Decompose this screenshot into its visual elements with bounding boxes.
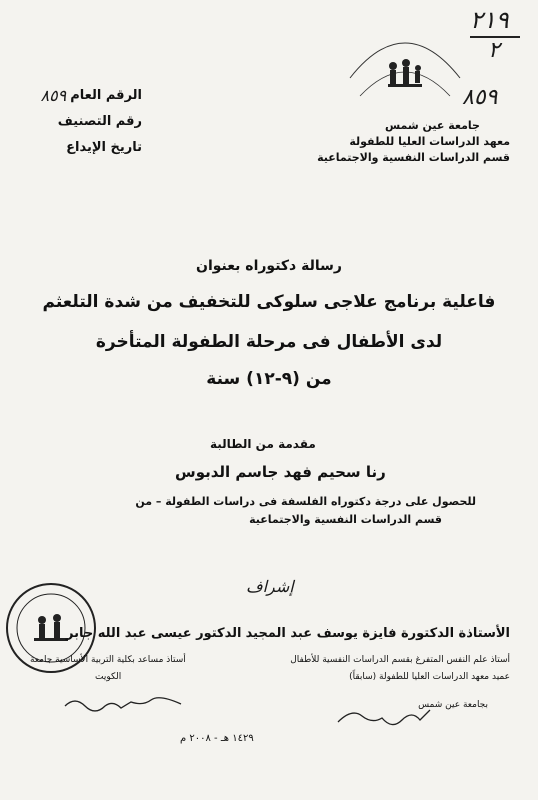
general-number-field (2, 82, 142, 108)
institute-logo-stamp (330, 8, 480, 128)
supervisor-2-role-2: الكويت (95, 672, 122, 682)
catalog-fields (2, 82, 142, 160)
supervisor-1-role-3: بجامعة عين شمس (418, 700, 488, 710)
thesis-type: رسالة دكتوراه بعنوان (196, 258, 342, 274)
archive-number-top: ٢١٩ (470, 6, 509, 34)
institute-name: معهد الدراسات العليا للطفولة (349, 135, 510, 148)
classification-field (2, 108, 142, 134)
supervisor-1-role-1: أستاذ علم النفس المتفرغ بقسم الدراسات النفسية للأطفال (290, 655, 510, 665)
document-date: ١٤٢٩ هـ - ٢٠٠٨ م (180, 733, 254, 744)
general-number-label: الرقم العام (70, 87, 142, 103)
supervisor-1-name: الأستاذة الدكتورة فايزة يوسف عبد المجيد (245, 626, 510, 641)
signature-supervisor-1 (330, 700, 440, 728)
university-name: جامعة عين شمس (384, 119, 480, 132)
archive-number-bottom: ٢ (488, 38, 500, 63)
degree-purpose-line-2: قسم الدراسات النفسية والاجتماعية (249, 513, 442, 526)
deposit-date-field (2, 134, 142, 160)
archive-side-number: ٨٥٩ (462, 85, 498, 110)
supervision-heading: إشراف (246, 577, 294, 596)
signature-supervisor-2 (60, 690, 200, 716)
student-name: رنا سحيم فهد جاسم الدبوس (175, 463, 386, 481)
institution-block (317, 118, 510, 166)
department-name: قسم الدراسات النفسية والاجتماعية (317, 151, 510, 164)
classification-label: رقم التصنيف (57, 113, 142, 129)
thesis-title-line-2: لدى الأطفال فى مرحلة الطفولة المتأخرة (95, 332, 443, 352)
supervisor-2-name: الدكتور عيسى عبد الله جابر (66, 626, 242, 641)
thesis-title-line-3: من (٩-١٢) سنة (206, 369, 332, 389)
supervisor-1-role-2: عميد معهد الدراسات العليا للطفولة (سابقاً) (349, 672, 510, 682)
supervisor-2-role-1: أستاذ مساعد بكلية التربية الأساسية جامعة (30, 655, 186, 665)
submitted-by-label: مقدمة من الطالبة (210, 437, 316, 451)
deposit-date-label: تاريخ الإيداع (66, 139, 142, 155)
thesis-title-line-1: فاعلية برنامج علاجى سلوكى للتخفيف من شدة التلعثم (42, 292, 496, 312)
general-number-value: ٨٥٩ (40, 85, 67, 105)
degree-purpose-line-1: للحصول على درجة دكتوراه الفلسفة فى دراسات الطفولة – من (135, 495, 476, 508)
